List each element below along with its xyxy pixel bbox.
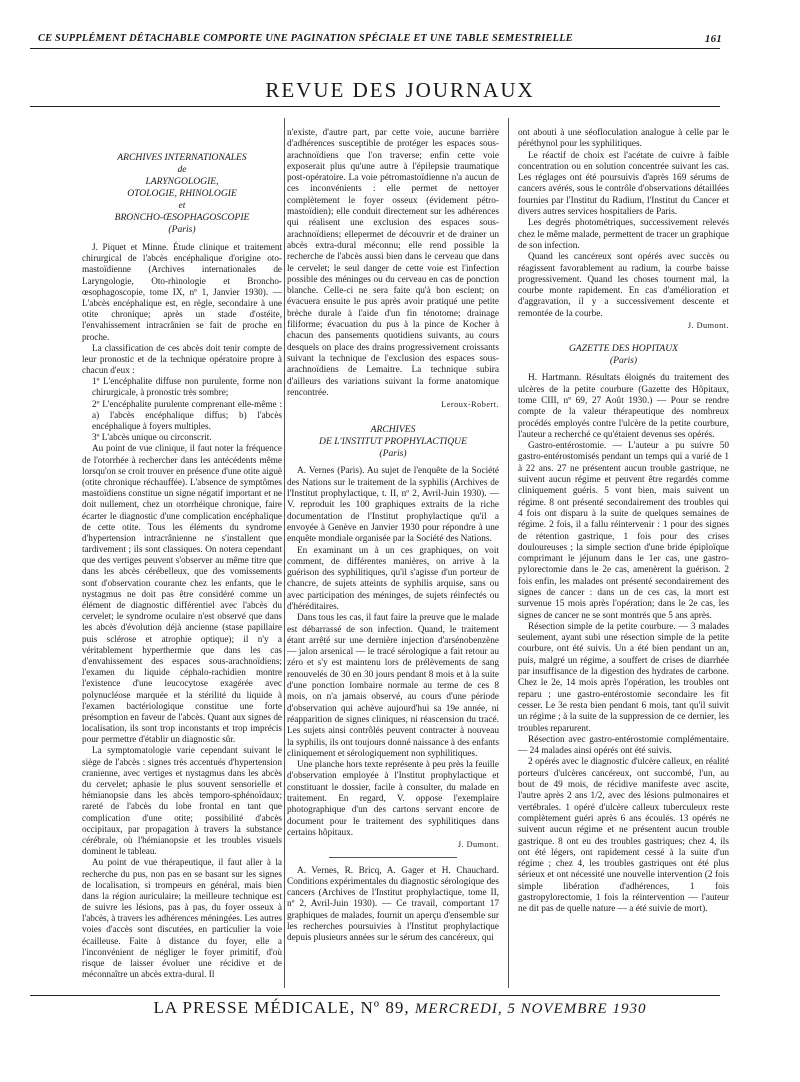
author-signature: Leroux-Robert. <box>441 400 499 410</box>
article-paragraph: A. Vernes, R. Bricq, A. Gager et H. Chauchard. Conditions expérimentales du diagnostic sérologique des cancers (Archives de l'Institut prophylactique, tome II, nº 2, Avril-Juin 1930). — Ce travail, comportant 17 graphiques de malades, fournit un aperçu d'ensemble sur les recherches poursuivies à l'Institut prophylactique depuis plusieurs années sur le sérum des cancéreux, qui <box>287 865 499 944</box>
section-title-line: de <box>177 164 187 175</box>
author-signature: J. Dumont. <box>457 840 499 850</box>
author-signature: J. Dumont. <box>687 321 729 331</box>
article-paragraph: Les degrés photométriques, successivement relevés chez le même malade, permettent de tracer un graphique de son infection. <box>518 218 729 251</box>
section-city: (Paris) <box>168 224 196 235</box>
column-3 <box>518 128 729 916</box>
section-header-archives-internationales <box>82 152 282 236</box>
article-paragraph: Au point de vue clinique, il faut noter la fréquence de l'otorrhée à rechercher dans les antécédents même lorsqu'on se croit trouver en présence d'une otite aiguë (otite chronique réchauffée). L'absence de symptômes mastoïdiens constitue un signe négatif important et ne doit nullement, chez un otorrhéique chronique, faire écarter le diagnostic d'une complication encéphalique de cette otite. Tous les éléments du syndrome d'hypertension intracrânienne ne s'installent que tardivement ; ils sont classiques. On notera cependant que des vertiges peuvent s'observer au même titre que dans les abcès cérébelleux, que des vomissements sont d'observation courante chez les enfants, que le nystagmus ne doit pas être considéré comme un élément de diagnostic différentiel avec l'abcès du cervelet; le syndrome oculaire n'est observé que dans les abcès d'évolution déjà ancienne (stase papillaire puis sclérose et atrophie optique); il n'y a véritablement hyperthermie que dans les cas d'envahissement des espaces sous-arachnoïdiens; l'examen du liquide céphalo-rachidien montre l'existence d'une leucocytose exagérée avec polynucléose marquée et la stérilité du liquide à l'examen bactériologique constitue une forte présomption en faveur de l'abcès. Quant aux signes de localisation, ils sont trop inconstants et trop imprécis pour permettre d'établir un diagnostic sûr. <box>82 443 282 745</box>
column-2 <box>287 128 499 945</box>
section-title-line: ARCHIVES <box>370 424 416 436</box>
section-header-gazette-des-hopitaux <box>518 343 729 367</box>
article-separator <box>329 857 456 858</box>
article-paragraph: La classification de ces abcès doit tenir compte de leur pronostic et de la technique opératoire propre à chacun d'eux : <box>82 342 282 376</box>
list-item: 2º L'encéphalite purulente comprenant elle-même : a) l'abcès encéphalique diffus; b) l'abcès encéphalique à foyers multiples. <box>92 398 282 431</box>
article-paragraph: Une planche hors texte représente à peu près la feuille d'observation employée à l'Institut prophylactique et constituant le dossier, facile à consulter, du malade en traitement. En regard, V. oppose l'exemplaire photographique d'un des cartons servant encore de document pour le traitement des syphilitiques dans certains hôpitaux. <box>287 760 499 838</box>
column-1 <box>82 128 282 980</box>
article-paragraph: ont abouti à une séofloculation analogue à celle par le péréthynol pour les syphilitiques. <box>518 128 729 150</box>
list-item: 1º L'encéphalite diffuse non purulente, forme non chirurgicale, à pronostic très sombre; <box>92 376 282 398</box>
journal-name: LA PRESSE MÉDICALE, Nº 89, <box>153 998 410 1017</box>
supplement-notice <box>38 33 722 45</box>
article-paragraph: Au point de vue thérapeutique, il faut aller à la recherche du pus, non pas en se basant sur les signes de localisation, si trompeurs en général, mais bien dans la région auriculaire; la meilleure technique est de suivre les lésions, pas à pas, du foyer osseux à l'abcès, à travers les adhérences méningées. Les autres voies d'accès sont discutées, en particulier la voie écailleuse. Faite à distance du foyer, elle a l'inconvénient de négliger le foyer primitif, d'où risque de laisser évoluer une récidive et de méconnaître un abcès extra-dural. Il <box>82 857 282 980</box>
article-paragraph: H. Hartmann. Résultats éloignés du traitement des ulcères de la petite courbure (Gazette des Hôpitaux, tome CIII, nº 69, 27 Août 1930.) — Pour se rendre compte de la valeur thérapeutique des nombreux procédés employés contre l'ulcère de la petite courbure, l'auteur a recherché ce qu'étaient devenus ses opérés. <box>518 373 729 440</box>
bottom-rule <box>30 995 720 996</box>
article-paragraph: Dans tous les cas, il faut faire la preuve que le malade est débarrassé de son infection. Quand, le traitement étant arrêté sur une dernière injection d'arsénobenzène — jalon arsenical — le tracé sérologique a fait retour au zéro et s'y est maintenu lors de prélèvements de sang renouvelés de 30 en 30 jours pendant 8 mois et à la suite d'une ponction lombaire normale au terme de ces 8 mois, on n'a jamais observé, au cours d'une période d'observation qui achève aujourd'hui sa 19e année, ni réapparition de signes cliniques, ni réascension du tracé. Les sujets ainsi contrôlés peuvent contracter à nouveau la syphilis, ils ont toujours donné naissance à des enfants cliniquement et sérologiquement non syphilitiques. <box>287 613 499 759</box>
section-city: (Paris) <box>379 448 407 460</box>
list-item: 3º L'abcès unique ou circonscrit. <box>92 432 212 443</box>
issue-date: MERCREDI, 5 NOVEMBRE 1930 <box>414 1001 647 1017</box>
article-paragraph: J. Piquet et Minne. Étude clinique et traitement chirurgical de l'abcès encéphalique d'origine oto-mastoïdienne (Archives internationales de Laryngologie, Oto-rhinologie et Broncho-œsophagoscopie, tome IX, nº 1, Janvier 1930). — L'abcès encéphalique est, en règle, secondaire à une otite chronique; après un stade d'ostéite, l'envahissement intracrânien se fait de proche en proche. <box>82 242 282 342</box>
article-paragraph: n'existe, d'autre part, par cette voie, aucune barrière d'adhérences susceptible de protéger les espaces sous-arachnoïdiens que l'on traverse; enfin cette voie exposerait plus qu'une autre à l'épilepsie traumatique post-opératoire. La voie pétromastoïdienne n'a aucun de ces inconvénients : elle permet de nettoyer complètement le foyer osseux (évidement pétro-mastoïdien); elle conduit directement sur les adhérences qui réalisent une exclusion des espaces sous-arachnoïdiens; ellepermet de découvrir et de drainer un abcès extra-dural méconnu; elle rend possible la recherche de l'abcès aussi bien dans le cerveau que dans le cervelet; le seul danger de cette voie est l'infection possible des méninges ou du cerveau en cas de ponction blanche. Celle-ci ne sera faite qu'à bon escient; on évacuera ensuite le pus après avoir pratiqué une petite brèche durale à l'aide d'un fin ténotome; drainage filiforme; évacuation du pus à la pince de Kocher à chacun des pansements quotidiens suivants, au cours desquels on place des drains progressivement croissants suivant la technique de l'exclusion des espaces sous-arachnoïdiens de Lemaitre. La technique subira d'ailleurs des variations suivant la forme anatomique rencontrée. <box>287 128 499 398</box>
section-title-line: OTOLOGIE, RHINOLOGIE <box>127 188 237 199</box>
column-divider-2 <box>508 118 509 988</box>
section-title-line: LARYNGOLOGIE, <box>145 176 219 187</box>
article-paragraph: Gastro-entérostomie. — L'auteur a pu suivre 50 gastro-entérostomisés pendant un temps qui a varié de 1 à 22 ans. 27 ne présentent aucun trouble gastrique, ne suivent aucun régime et peuvent être regardés comme cliniquement guéris. 5 vont bien, mais suivent un régime. 8 ont présenté secondairement des troubles qui 4 fois ont disparu à la suite de quelques semaines de régime. 2 fois, il a fallu réintervenir : 1 pour des signes de rétention gastrique, 1 fois pour des crises douloureuses ; la simple section d'une bride épiploïque comprimant le jéjunum dans le 1er cas, une gastro-pylorectomie dans le 2e cas, amenèrent la guérison. 2 fois enfin, les malades ont présenté secondairement des signes de cancer : dans un de ces cas, la mort est survenue 15 mois après l'opération; dans le 2e cas, les signes de cancer ne se sont montrés que 5 ans après. <box>518 441 729 621</box>
section-title-line: BRONCHO-ŒSOPHAGOSCOPIE <box>114 212 250 223</box>
article-paragraph: Résection avec gastro-entérostomie complémentaire. — 24 malades ainsi opérés ont été suivis. <box>518 734 729 757</box>
article-paragraph: Résection simple de la petite courbure. — 3 malades seulement, ayant subi une résection simple de la petite courbure, ont été suivis. Un a été bien pendant un an, puis, malgré un régime, a souffert de crises de diarrhée par insuffisance de la digestion des hydrates de carbone. Chez le 2e, 14 mois après l'opération, les troubles ont reparu ; une gastro-entérostomie secondaire les fit cesser. Le 3e resta bien pendant 6 mois, tant qu'il suivit un régime ; à la suite de la suppression de ce dernier, les troubles reparurent. <box>518 621 729 734</box>
article-paragraph: A. Vernes (Paris). Au sujet de l'enquête de la Société des Nations sur le traitement de la syphilis (Archives de l'Institut prophylactique, t. II, nº 2, Avril-Juin 1930). — V. reproduit les 100 graphiques extraits de la riche documentation de l'Institut prophylactique qu'il a envoyée à Genève en Janvier 1930 pour répondre à une enquête mondiale organisée par la Société des Nations. <box>287 466 499 545</box>
supplement-notice-text: CE SUPPLÉMENT DÉTACHABLE COMPORTE UNE PAGINATION SPÉCIALE ET UNE TABLE SEMESTRIELLE <box>38 33 573 44</box>
article-paragraph: 2 opérés avec le diagnostic d'ulcère calleux, en réalité porteurs d'ulcères cancéreux, ont succombé, l'un, au bout de 49 mois, de récidive manifeste avec ascite, l'autre après 2 ans 1/2, avec des lésions pulmonaires et vertébrales. 1 opéré d'ulcère calleux tuberculeux reste complètement guéri après 6 ans écoulés. 13 opérés ne suivent aucun régime et ne présentent aucun trouble gastrique. 8 ont eu des troubles gastriques; chez 4, ils ont été légers, ont rapidement cessé à la suite d'un régime ; chez 4, les troubles gastriques ont été plus sérieux et ont nécessité une nouvelle intervention (2 fois simple libération d'adhérences, 1 fois gastropylorectomie, 1 fois la réintervention — l'auteur ne dit pas de quelle nature — a été suivie de mort). <box>518 757 729 915</box>
article-paragraph: Quand les cancéreux sont opérés avec succès ou réagissent favorablement au radium, la courbe baisse progressivement. Quand les choses tournent mal, la courbe monte rapidement. En cas d'amélioration et d'aggravation, il y a successivement descente et remontée de la courbe. <box>518 252 729 319</box>
page-title: REVUE DES JOURNAUX <box>265 78 535 102</box>
title-rule <box>30 106 720 107</box>
article-paragraph: Le réactif de choix est l'acétate de cuivre à faible concentration ou en solution concentrée suivant les cas. Les réglages ont été poursuivis d'après 169 sérums de cancers avérés, sous le contrôle d'observations détaillées fournies par l'Institut du Radium, l'Institut du Cancer et divers autres services hospitaliers de Paris. <box>518 150 729 218</box>
section-city: (Paris) <box>609 355 638 367</box>
section-title-line: ARCHIVES INTERNATIONALES <box>117 152 247 163</box>
article-paragraph: En examinant un à un ces graphiques, on voit comment, de différentes manières, on arrive à la guérison des syphilitiques, qu'il s'agisse d'un porteur de chancre, de sujets atteints de syphilis arquise, sans ou avec participation des méninges, de sujets réinfectés ou d'héréditaires. <box>287 545 499 612</box>
journal-footer <box>0 998 800 1018</box>
article-paragraph: La symptomatologie varie cependant suivant le siège de l'abcès : signes très accentués d'hypertension cranienne, avec vertiges et nystagmus dans les abcès du cervelet; aphasie le plus souvent sensorielle et hémianopsie dans les abcès temporo-sphénoïdaux; rareté de l'abcès du lobe frontal en tant que complication d'une otite; possibilité d'abcès occipitaux, par propagation à travers la substance cérébrale, où l'hémianopsie et les troubles visuels dominent le tableau. <box>82 745 282 857</box>
section-title-line: DE L'INSTITUT PROPHYLACTIQUE <box>319 436 467 448</box>
section-title-line: et <box>178 200 186 211</box>
page-number: 161 <box>704 33 722 45</box>
column-divider-1 <box>284 118 285 988</box>
top-rule <box>30 48 720 49</box>
section-title-line: GAZETTE DES HOPITAUX <box>568 343 679 355</box>
section-header-institut-prophylactique <box>287 424 499 460</box>
